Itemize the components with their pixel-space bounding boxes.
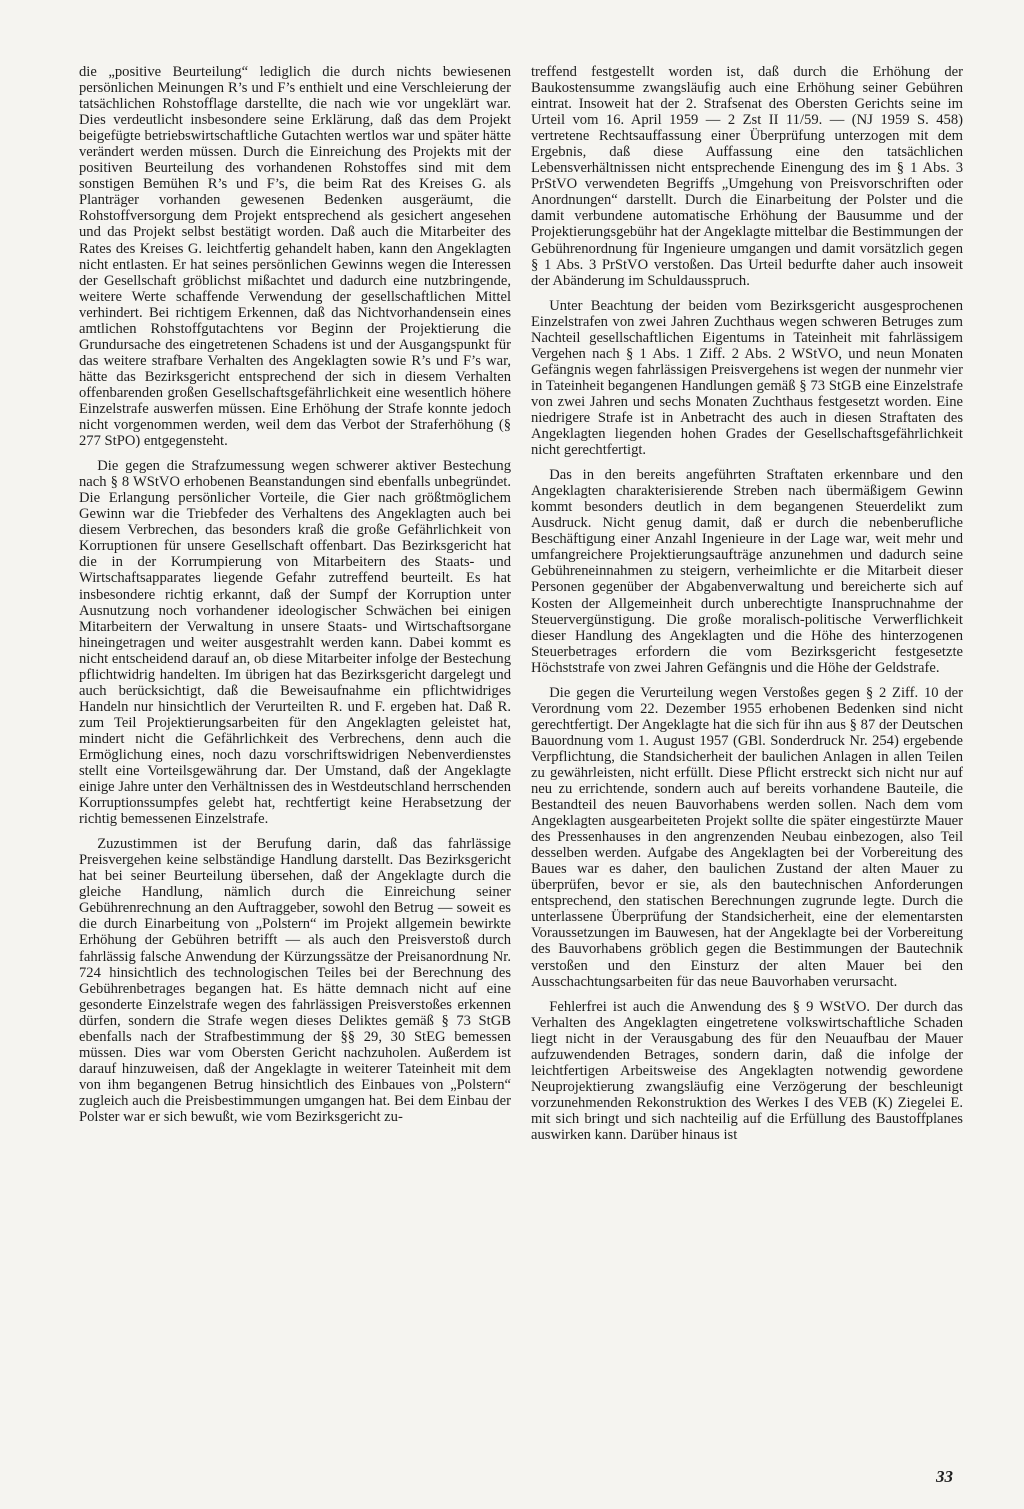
paragraph: die „positive Beurteilung“ lediglich die durch nichts bewiesenen persönlichen Meinungen R’s und F’s enthielt und eine Verschleierung der tatsächlichen Rohstofflage darstellte, die nach wie vor ungeklärt war. Dies verdeutlicht insbesondere seine Erklärung, daß das dem Projekt beigefügte betriebswirtschaftliche Gutachten wertlos war und später hätte verändert werden müssen. Durch die Einreichung des Projekts mit der positiven Beurteilung des vorhandenen Rohstoffes sind mit dem sonstigen Bemühen R’s und F’s, die beim Rat des Kreises G. als Planträger vorhanden gewesenen Bedenken ausgeräumt, die Rohstoffversorgung dem Projekt entsprechend als gesichert angesehen und das Projekt selbst bestätigt worden. Daß auch die Mitarbeiter des Rates des Kreises G. leichtfertig gehandelt haben, kann den Angeklagten nicht entlasten. Er hat seines persönlichen Gewinns wegen die Interessen der Gesellschaft gröblichst mißachtet und dadurch eine nutzbringende, weitere Werte schaffende Verwendung der gesellschaftlichen Mittel verhindert. Bei richtigem Erkennen, daß das Nichtvorhandensein eines amtlichen Rohstoffgutachtens vor Beginn der Projektierung die Grundursache des eingetretenen Schadens ist und der Ausgangspunkt für das weitere strafbare Verhalten des Angeklagten sowie R’s und F’s war, hätte das Bezirksgericht entsprechend der sich in diesem Verhalten offenbarenden großen Gesellschaftsgefährlichkeit eine wesentlich höhere Einzelstrafe auswerfen müssen. Eine Erhöhung der Strafe konnte jedoch nicht vorgenommen werden, weil dem das Verbot der Straferhöhung (§ 277 StPO) entgegensteht.: [79, 64, 511, 450]
paragraph: treffend festgestellt worden ist, daß durch die Erhöhung der Baukostensumme zwangsläufig auch eine Erhöhung seiner Gebühren eintrat. Insoweit hat der 2. Strafsenat des Obersten Gerichts seine im Urteil vom 16. April 1959 — 2 Zst II 11/59. — (NJ 1959 S. 458) vertretene Rechtsauffassung einer Überprüfung unterzogen mit dem Ergebnis, daß diese Auffassung eine den tatsächlichen Lebensverhältnissen nicht entsprechende Einengung des im § 1 Abs. 3 PrStVO verwendeten Begriffs „Umgehung von Preisvorschriften oder Anordnungen“ darstellt. Durch die Einarbeitung der Polster und die damit verbundene automatische Erhöhung der Bausumme und der Projektierungsgebühr hat der Angeklagte mittelbar die Bestimmungen der Gebührenordnung für Ingenieure umgangen und damit vorsätzlich gegen § 1 Abs. 3 PrStVO verstoßen. Das Urteil bedurfte daher auch insoweit der Abänderung im Schuldausspruch.: [531, 64, 963, 289]
left-text-column: [79, 64, 511, 1134]
paragraph: Die gegen die Verurteilung wegen Verstoßes gegen § 2 Ziff. 10 der Verordnung vom 22. Dezember 1955 erhobenen Bedenken sind nicht gerechtfertigt. Der Angeklagte hat die sich für ihn aus § 87 der Deutschen Bauordnung vom 1. August 1957 (GBl. Sonderdruck Nr. 254) ergebende Verpflichtung, die Standsicherheit der baulichen Anlagen in allen Teilen zu gewährleisten, nicht erfüllt. Diese Pflicht erstreckt sich nicht nur auf neu zu errichtende, sondern auch auf bereits vorhandene Bauteile, die Bestandteil des neuen Bauvorhabens werden sollen. Nach dem vom Angeklagten ausgearbeiteten Projekt sollte die später eingestürzte Mauer des Pressenhauses in den angrenzenden Neubau einbezogen, also Teil desselben werden. Aufgabe des Angeklagten bei der Vorbereitung des Baues war es daher, den baulichen Zustand der alten Mauer zu überprüfen, bevor er sie, als den bautechnischen Anforderungen entsprechend, den statischen Berechnungen zugrunde legte. Durch die unterlassene Überprüfung der Standsicherheit, eine der elementarsten Voraussetzungen im Bauwesen, hat der Angeklagte bei der Vorbereitung des Bauvorhabens gröblich gegen die Bestimmungen der Bautechnik verstoßen und den Einsturz der alten Mauer bei den Ausschachtungsarbeiten für das neue Bauvorhaben verursacht.: [531, 684, 963, 990]
paragraph: Das in den bereits angeführten Straftaten erkennbare und den Angeklagten charakterisierende Streben nach übermäßigem Gewinn kommt besonders deutlich in dem begangenen Steuerdelikt zum Ausdruck. Nicht genug damit, daß er durch die nebenberufliche Beschäftigung einer Anzahl Ingenieure in der Lage war, weit mehr und umfangreichere Projektierungsaufträge anzunehmen und dadurch seine Gebühreneinnahmen zu steigern, verheimlichte er die Mitarbeit dieser Personen gegenüber der Abgabenverwaltung und bereicherte sich auf Kosten der Allgemeinheit durch unberechtigte Inanspruchnahme der Steuervergünstigung. Die große moralisch-politische Verwerflichkeit dieser Handlung des Angeklagten und die Höhe des hinterzogenen Steuerbetrages erfordern die vom Bezirksgericht festgesetzte Höchststrafe von zwei Jahren Gefängnis und die Höhe der Geldstrafe.: [531, 467, 963, 676]
page-number: 33: [936, 1467, 953, 1486]
right-text-column: [531, 64, 963, 1152]
paragraph: Zuzustimmen ist der Berufung darin, daß das fahrlässige Preisvergehen keine selbständige Handlung darstellt. Das Bezirksgericht hat bei seiner Beurteilung übersehen, daß der Angeklagte durch die gleiche Handlung, nämlich durch die Einreichung seiner Gebührenrechnung an den Auftraggeber, sowohl den Betrug — soweit es die durch Einarbeitung von „Polstern“ im Projekt allgemein bewirkte Erhöhung der Gebühren betrifft — als auch den Preisverstoß durch fahrlässig falsche Anwendung der Kürzungssätze der Preisanordnung Nr. 724 hinsichtlich des technologischen Teiles bei der Berechnung des Gebührenbetrages begangen hat. Es hätte demnach nicht auf eine gesonderte Einzelstrafe wegen des fahrlässigen Preisverstoßes erkennen dürfen, sondern die Strafe wegen dieses Deliktes gemäß § 73 StGB ebenfalls nach der Strafbestimmung der §§ 29, 30 StEG bemessen müssen. Dies war vom Obersten Gericht nachzuholen. Außerdem ist darauf hinzuweisen, daß der Angeklagte in weiterer Tateinheit mit dem von ihm begangenen Betrug hinsichtlich des Einbaues von „Polstern“ zugleich auch die Preisbestimmungen umgangen hat. Bei dem Einbau der Polster war er sich bewußt, wie vom Bezirksgericht zu-: [79, 836, 511, 1125]
paragraph: Fehlerfrei ist auch die Anwendung des § 9 WStVO. Der durch das Verhalten des Angeklagten eingetretene volkswirtschaftliche Schaden liegt nicht in der Verausgabung des für den Neuaufbau der Mauer aufzuwendenden Betrages, sondern darin, daß die infolge der leichtfertigen Arbeitsweise des Angeklagten notwendig gewordene Neuprojektierung zwangsläufig eine Verzögerung der beschleunigt vorzunehmenden Rekonstruktion des Werkes I des VEB (K) Ziegelei E. mit sich bringt und sich nachteilig auf die Erfüllung des Baustoffplanes auswirken kann. Darüber hinaus ist: [531, 998, 963, 1143]
paragraph: Unter Beachtung der beiden vom Bezirksgericht ausgesprochenen Einzelstrafen von zwei Jahren Zuchthaus wegen schweren Betruges zum Nachteil gesellschaftlichen Eigentums in Tateinheit mit fahrlässigem Vergehen nach § 1 Abs. 1 Ziff. 2 Abs. 2 WStVO, und neun Monaten Gefängnis wegen fahrlässigen Preisvergehens ist wegen der nunmehr vier in Tateinheit begangenen Handlungen gemäß § 73 StGB eine Einzelstrafe von zwei Jahren und sechs Monaten Zuchthaus festgesetzt worden. Eine niedrigere Strafe ist in Anbetracht des auch in diesen Straftaten des Angeklagten liegenden hohen Grades der Gesellschaftsgefährlichkeit nicht gerechtfertigt.: [531, 297, 963, 459]
paragraph: Die gegen die Strafzumessung wegen schwerer aktiver Bestechung nach § 8 WStVO erhobenen Beanstandungen sind ebenfalls unbegründet. Die Erlangung persönlicher Vorteile, die Gier nach größtmöglichem Gewinn war die Triebfeder des Verhaltens des Angeklagten auch bei diesem Verbrechen, das besonders kraß die große Gefährlichkeit von Korruptionen für unsere Gesellschaft offenbart. Das Bezirksgericht hat die in der Korrumpierung von Mitarbeitern des Staats- und Wirtschaftsapparates liegende Gefahr zutreffend beurteilt. Es hat insbesondere richtig erkannt, daß der Sumpf der Korruption unter Ausnutzung noch vorhandener ideologischer Schwächen bei einigen Mitarbeitern der Verwaltung in unsere Staats- und Wirtschaftsorgane hineingetragen und weiter ausgestrahlt werden kann. Dabei kommt es nicht entscheidend darauf an, ob diese Mitarbeiter infolge der Bestechung pflichtwidrig handelten. Im übrigen hat das Bezirksgericht dargelegt und auch berücksichtigt, daß die Beweisaufnahme ein pflichtwidriges Handeln nur hinsichtlich der Verurteilten R. und F. ergeben hat. Daß R. zum Teil Projektierungsarbeiten für den Angeklagten geleistet hat, mindert nicht die Gefährlichkeit des Verbrechens, denn auch die Ermöglichung eines, noch dazu vorschriftswidrigen Nebenverdienstes stellt eine Vorteilsgewährung dar. Der Umstand, daß der Angeklagte einige Jahre unter den Verhältnissen des in Westdeutschland herrschenden Korruptionssumpfes gelebt hat, rechtfertigt keine Herabsetzung der richtig bemessenen Einzelstrafe.: [79, 458, 511, 828]
